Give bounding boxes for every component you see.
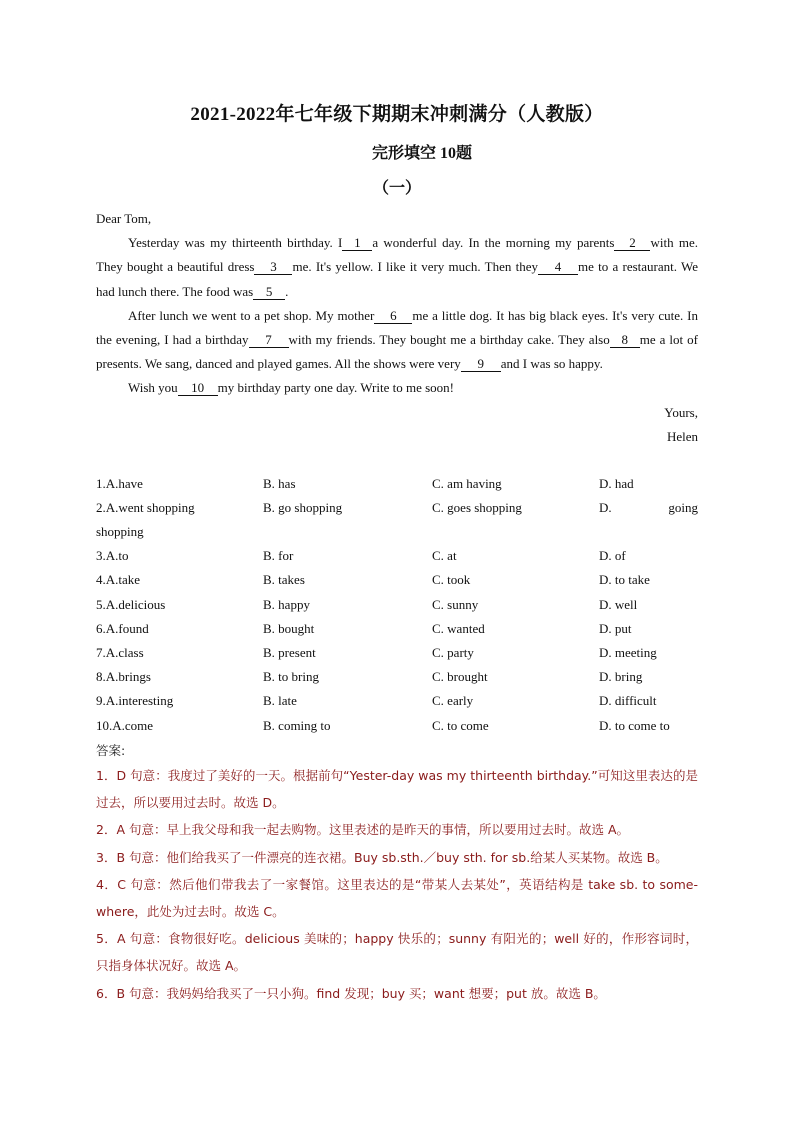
option-d-letter: D. [599, 500, 612, 516]
option-b: B. go shopping [263, 500, 343, 516]
option-d: D. put [599, 620, 632, 636]
blank-3: 3 [254, 259, 292, 275]
text: Yesterday was my thirteenth birthday. I [128, 235, 343, 251]
option-row-8 [96, 665, 698, 689]
answer-6 [96, 980, 698, 1007]
option-c: C. at [432, 548, 457, 564]
letter-signature: Helen [666, 428, 698, 444]
text: and I was so happy. [500, 356, 603, 372]
option-row-7 [96, 641, 698, 665]
option-d: D. well [599, 596, 638, 612]
letter-paragraph-3 [96, 376, 698, 400]
option-a: 4.A.take [96, 572, 141, 588]
option-c: C. took [432, 572, 471, 588]
letter-greeting: Dear Tom, [96, 211, 152, 226]
option-b: B. has [263, 476, 296, 491]
answer-4 [96, 871, 698, 925]
option-b: B. for [263, 548, 294, 564]
option-d: D. had [599, 476, 634, 491]
option-a: 2.A.went shopping [96, 500, 195, 516]
option-a: 5.A.delicious [96, 596, 166, 612]
option-c: C. to come [432, 717, 489, 733]
answer-text: 4．C 句意：然后他们带我去了一家餐馆。这里表达的是“带某人去某处”，英语结构是 take sb. to some-where，此处为过去时。故选 C。 [96, 876, 698, 920]
option-b: B. to bring [263, 669, 319, 685]
document-title: 2021-2022年七年级下期期末冲刺满分（人教版） [190, 104, 604, 125]
option-d: D. difficult [599, 693, 657, 709]
answers-section [96, 740, 698, 1007]
blank-6: 6 [374, 308, 412, 324]
answer-5 [96, 925, 698, 979]
text: a wonderful day. In the morning my parents [372, 235, 615, 251]
blank-2: 2 [614, 235, 650, 251]
letter-paragraph-2 [96, 304, 698, 377]
option-d: D. to come to [599, 717, 670, 733]
option-row-2 [96, 496, 698, 544]
text: After lunch we went to a pet shop. My mother [128, 307, 375, 323]
option-c: C. party [432, 644, 474, 660]
text: with my friends. They bought me a birthday cake. They also [288, 332, 610, 348]
blank-1: 1 [342, 235, 372, 251]
text: my birthday party one day. Write to me soon! [217, 380, 454, 396]
part-number: （一） [372, 180, 421, 197]
option-d: D. to take [599, 572, 650, 588]
text: me a lot of presents. We sang, danced and played games. All the shows were very [96, 332, 698, 372]
answers-label: 答案: [96, 743, 126, 758]
option-row-5 [96, 593, 698, 617]
answer-2 [96, 816, 698, 843]
blank-9: 9 [461, 356, 501, 372]
answer-text: 3．B 句意：他们给我买了一件漂亮的连衣裙。Buy sb.sth.／buy sth. for sb.给某人买某物。故选 B。 [96, 849, 668, 865]
blank-4: 4 [538, 259, 578, 275]
option-row-6 [96, 617, 698, 641]
option-b: B. bought [263, 620, 315, 636]
option-a: 10.A.come [96, 717, 154, 733]
blank-10: 10 [178, 380, 218, 396]
option-b: B. happy [263, 596, 310, 612]
text: with me. They bought a beautiful dress [96, 235, 698, 275]
letter-closing: Yours, [664, 404, 698, 420]
text: . [285, 283, 289, 299]
letter-paragraph-1 [96, 231, 698, 304]
option-d [599, 496, 698, 520]
option-d-word: going [668, 500, 698, 516]
option-c: C. wanted [432, 620, 485, 636]
option-b: B. late [263, 693, 297, 709]
answer-text: 5．A 句意：食物很好吃。delicious 美味的；happy 快乐的；sunny 有阳光的；well 好的，作形容词时，只指身体状况好。故选 A。 [96, 931, 698, 974]
option-b: B. present [263, 644, 316, 660]
option-c: C. am having [432, 476, 502, 491]
option-a: 9.A.interesting [96, 693, 174, 709]
option-row-10 [96, 714, 698, 738]
option-row-1 [96, 472, 698, 496]
blank-7: 7 [249, 332, 289, 348]
option-a: 8.A.brings [96, 669, 151, 685]
option-a: 1.A.have [96, 476, 143, 491]
option-c: C. brought [432, 669, 488, 685]
answer-1 [96, 762, 698, 816]
option-d: D. bring [599, 669, 643, 685]
answer-text: 6．B 句意：我妈妈给我买了一只小狗。find 发现；buy 买；want 想要；put 放。故选 B。 [96, 985, 606, 1001]
answer-3 [96, 844, 698, 871]
answer-text: 2．A 句意：早上我父母和我一起去购物。这里表述的是昨天的事情，所以要用过去时。故选 A。 [96, 822, 630, 838]
blank-8: 8 [610, 332, 640, 348]
letter-body [96, 207, 698, 449]
blank-5: 5 [253, 284, 285, 300]
text: Wish you [128, 380, 178, 396]
option-c: C. sunny [432, 596, 479, 612]
option-b: B. coming to [263, 717, 331, 733]
document-subtitle: 完形填空 10题 [371, 145, 472, 162]
option-a: 7.A.class [96, 644, 144, 660]
option-row-4 [96, 568, 698, 592]
option-a: 6.A.found [96, 620, 149, 636]
text: me a little dog. It has big black eyes. It's very cute. In the evening, I had a birthday [96, 307, 698, 348]
options-list [96, 472, 698, 738]
option-row-3 [96, 544, 698, 568]
text: me to a restaurant. We had lunch there. The food was [96, 259, 698, 299]
option-c: C. goes shopping [432, 500, 522, 516]
option-d: D. of [599, 548, 626, 564]
option-d: D. meeting [599, 644, 657, 660]
option-row-9 [96, 689, 698, 713]
option-a: 3.A.to [96, 548, 129, 564]
option-c: C. early [432, 693, 474, 709]
answer-text: 1．D 句意：我度过了美好的一天。根据前句“Yester-day was my thirteenth birthday.”可知这里表达的是 过去，所以要用过去时。故选 D。 [96, 768, 698, 811]
text: me. It's yellow. I like it very much. Then they [292, 259, 539, 275]
option-b: B. takes [263, 572, 305, 588]
option-d-continued: shopping [96, 524, 144, 540]
